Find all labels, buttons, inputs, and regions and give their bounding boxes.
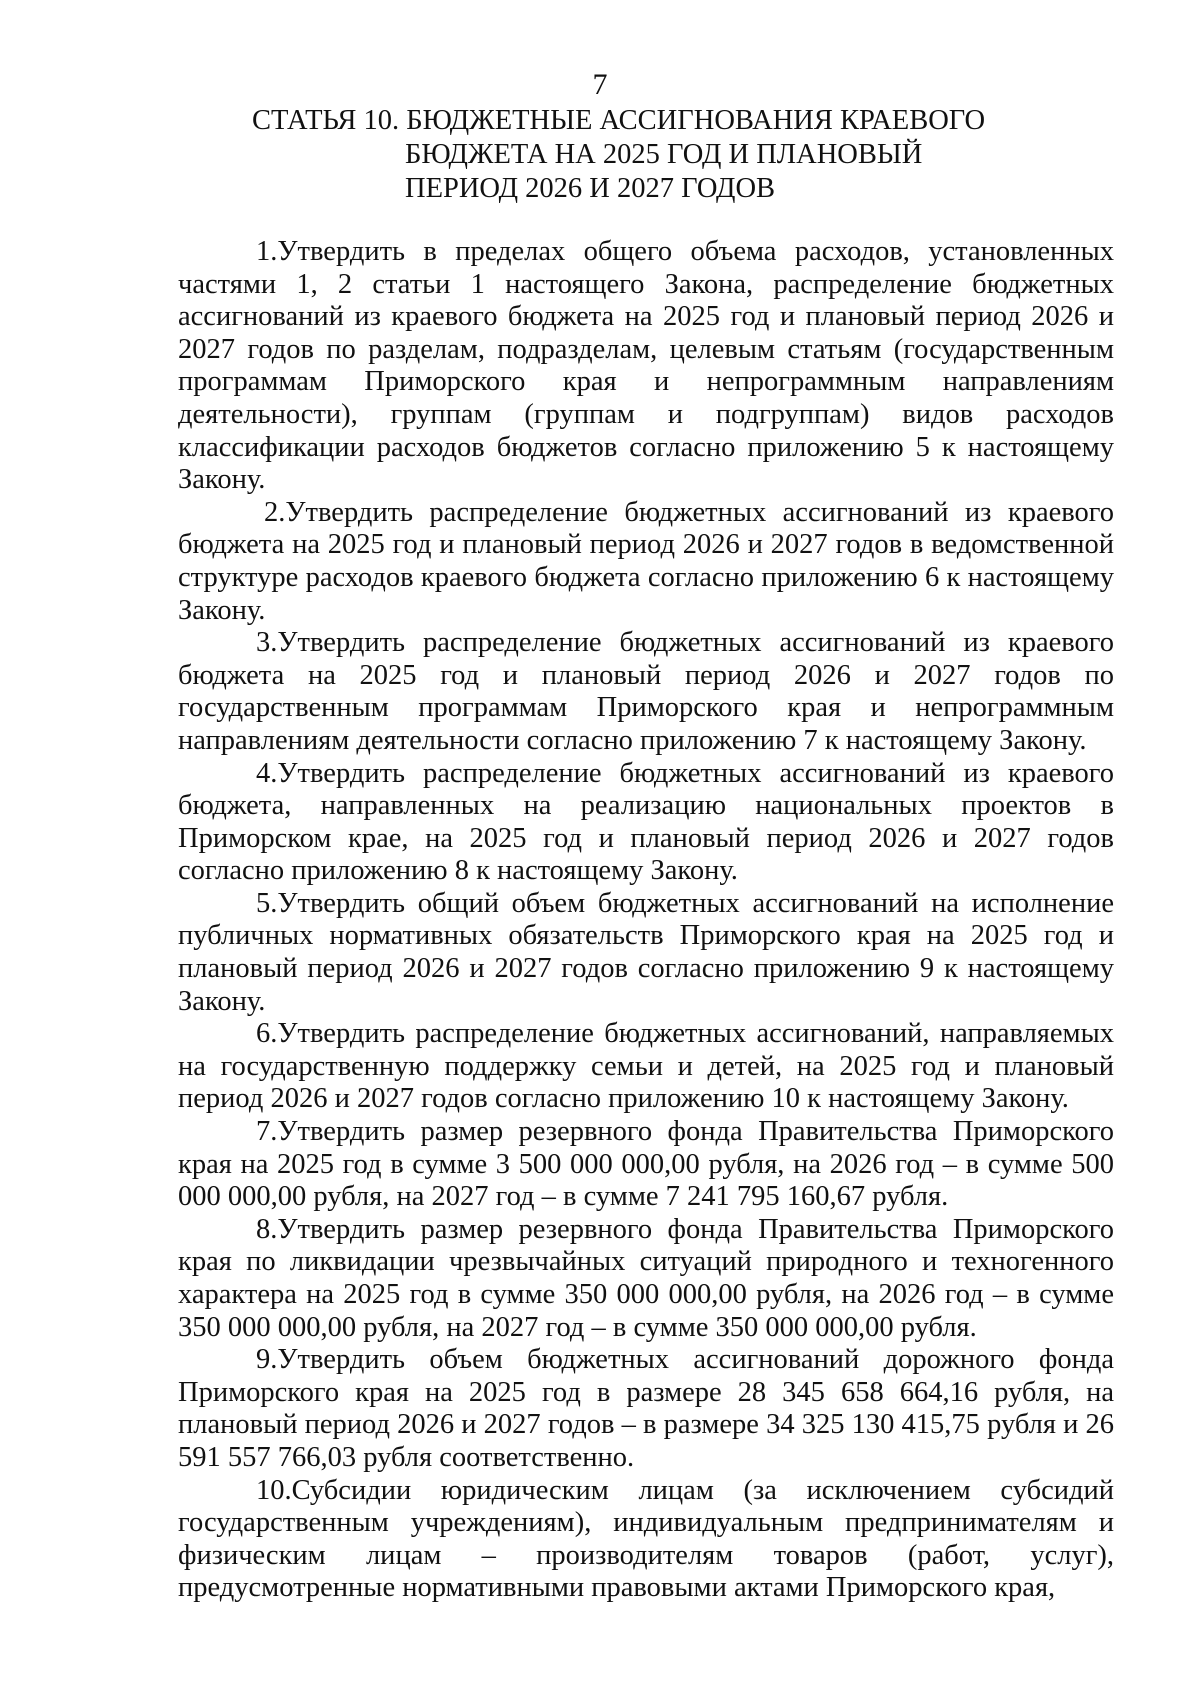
paragraph-2: 2.Утвердить распределение бюджетных ассигнований из краевого бюджета на 2025 год и плановый период 2026 и 2027 годов в ведомственной структуре расходов краевого бюджета согласно приложению 6 к настоящему Закону. xyxy=(178,496,1114,626)
paragraph-5: 5.Утвердить общий объем бюджетных ассигнований на исполнение публичных нормативных обязательств Приморского края на 2025 год и плановый период 2026 и 2027 годов согласно приложению 9 к настоящему Закону. xyxy=(178,887,1114,1017)
paragraph-4: 4.Утвердить распределение бюджетных ассигнований из краевого бюджета, направленных на реализацию национальных проектов в Приморском крае, на 2025 год и плановый период 2026 и 2027 годов согласно приложению 8 к настоящему Закону. xyxy=(178,757,1114,887)
paragraph-9: 9.Утвердить объем бюджетных ассигнований дорожного фонда Приморского края на 2025 год в размере 28 345 658 664,16 рубля, на плановый период 2026 и 2027 годов – в размере 34 325 130 415,75 рубля и 26 591 557 766,03 рубля соответственно. xyxy=(178,1344,1114,1473)
page-number: 7 xyxy=(592,68,608,101)
heading-line-1: СТАТЬЯ 10. БЮДЖЕТНЫЕ АССИГНОВАНИЯ КРАЕВОГО xyxy=(252,105,986,136)
paragraph-8: 8.Утвердить размер резервного фонда Правительства Приморского края по ликвидации чрезвычайных ситуаций природного и техногенного характера на 2025 год в сумме 350 000 000,00 рубля, на 2026 год – в сумме 350 000 000,00 рубля, на 2027 год – в сумме 350 000 000,00 рубля. xyxy=(178,1213,1114,1343)
heading-line-3: ПЕРИОД 2026 И 2027 ГОДОВ xyxy=(405,173,776,204)
article-heading xyxy=(252,104,985,206)
paragraph-6: 6.Утвердить распределение бюджетных ассигнований, направляемых на государственную поддержку семьи и детей, на 2025 год и плановый период 2026 и 2027 годов согласно приложению 10 к настоящему Закону. xyxy=(178,1018,1114,1115)
paragraph-10: 10.Субсидии юридическим лицам (за исключением субсидий государственным учреждениям), индивидуальным предпринимателям и физическим лицам – производителям товаров (работ, услуг), предусмотренные нормативными правовыми актами Приморского края, xyxy=(178,1474,1114,1604)
paragraph-7: 7.Утвердить размер резервного фонда Правительства Приморского края на 2025 год в сумме 3 500 000 000,00 рубля, на 2026 год – в сумме 500 000 000,00 рубля, на 2027 год – в сумме 7 241 795 160,67 рубля. xyxy=(178,1116,1114,1213)
paragraph-1: 1.Утвердить в пределах общего объема расходов, установленных частями 1, 2 статьи 1 настоящего Закона, распределение бюджетных ассигнований из краевого бюджета на 2025 год и плановый период 2026 и 2027 годов по разделам, подразделам, целевым статьям (государственным программам Приморского края и непрограммным направлениям деятельности), группам (группам и подгруппам) видов расходов классификации расходов бюджетов согласно приложению 5 к настоящему Закону. xyxy=(178,236,1114,496)
heading-line-2: БЮДЖЕТА НА 2025 ГОД И ПЛАНОВЫЙ xyxy=(405,139,923,170)
paragraph-3: 3.Утвердить распределение бюджетных ассигнований из краевого бюджета на 2025 год и плановый период 2026 и 2027 годов по государственным программам Приморского края и непрограммным направлениям деятельности согласно приложению 7 к настоящему Закону. xyxy=(178,627,1114,756)
article-body xyxy=(178,236,1114,1605)
